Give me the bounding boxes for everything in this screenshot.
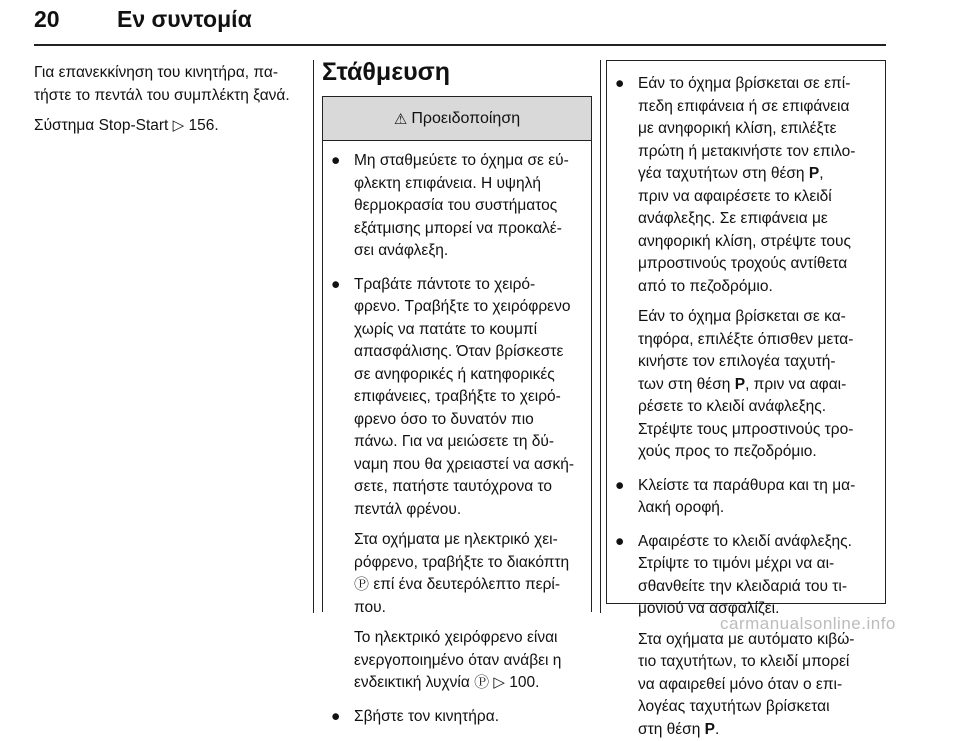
warning-box [322,96,592,612]
text-line: κινήστε τον επιλογέα ταχυτή- [638,351,885,374]
text-line: Αφαιρέστε το κλειδί ανάφλεξης. [638,531,885,554]
left-column [34,62,304,138]
reference-text: Σύστημα Stop-Start [34,117,168,134]
text-line: τηφόρα, επιλέξτε όπισθεν μετα- [638,329,885,352]
list-item [607,531,885,621]
text-line: ανάφλεξης. Σε επιφάνεια με [638,208,885,231]
warning-header [323,97,591,141]
text-line: λακή οροφή. [638,497,885,520]
text-line: εξάτμισης μπορεί να προκαλέ- [354,218,591,241]
warning-content [323,150,591,728]
gear-position: P [705,721,715,738]
text-line: απασφάλισης. Όταν βρίσκεστε [354,341,591,364]
page-number: 20 [34,6,60,33]
text-line: Στα οχήματα με ηλεκτρικό χει- [354,529,591,552]
sub-paragraph [607,629,885,741]
bullet-icon: ● [331,706,340,729]
text-span: γέα ταχυτήτων στη θέση [638,165,805,182]
text-line: Στρέψτε τους μπροστινούς τρο- [638,419,885,442]
text-line: ρόφρενο, τραβήξτε το διακόπτη [354,552,591,575]
bullet-icon: ● [615,73,624,96]
text-line: ναμη που θα χρειαστεί να ασκή- [354,454,591,477]
column-divider-left [313,60,314,613]
text-line: σετε, πατήστε ταυτόχρονα το [354,476,591,499]
list-item [323,706,591,729]
text-line: πεντάλ φρένου. [354,499,591,522]
text-line: που. [354,597,591,620]
text-line: Για επανεκκίνηση του κινητήρα, πα- [34,62,304,85]
text-span: ενδεικτική λυχνία [354,674,470,691]
text-line [354,574,591,597]
text-line: Εάν το όχημα βρίσκεται σε επί- [638,73,885,96]
arrow-reference-icon: ▷ [493,674,505,691]
text-line: από το πεζοδρόμιο. [638,276,885,299]
text-line: τιο ταχυτήτων, το κλειδί μπορεί [638,651,885,674]
text-line: Τραβάτε πάντοτε το χειρό- [354,274,591,297]
text-line: σθανθείτε την κλειδαριά του τι- [638,576,885,599]
text-span: των στη θέση [638,376,730,393]
text-line [354,672,591,695]
gear-position: P [809,165,819,182]
text-line: θερμοκρασία του συστήματος [354,195,591,218]
text-line: ενεργοποιημένο όταν ανάβει η [354,650,591,673]
column-divider-right [600,60,601,613]
sub-paragraph [323,627,591,695]
bullet-icon: ● [615,531,624,554]
text-line: σει ανάφλεξη. [354,240,591,263]
text-line: επιφάνειες, τραβήξτε το χειρό- [354,386,591,409]
arrow-reference-icon: ▷ [173,117,185,134]
list-item [607,475,885,520]
warning-triangle-icon: ⚠ [394,110,407,128]
text-line: Σβήστε τον κινητήρα. [354,706,591,729]
text-line: μπροστινούς τροχούς αντίθετα [638,253,885,276]
text-line: Το ηλεκτρικό χειρόφρενο είναι [354,627,591,650]
text-line: Κλείστε τα παράθυρα και τη μα- [638,475,885,498]
reference-page: 156. [189,117,219,134]
text-line: γέα ταχυτήτων στη θέση P, [638,163,885,186]
text-line: με ανηφορική κλίση, επιλέξτε [638,118,885,141]
sub-paragraph [323,529,591,619]
text-line: Εάν το όχημα βρίσκεται σε κα- [638,306,885,329]
text-line: πάνω. Για να μειώσετε τη δύ- [354,431,591,454]
text-line: Στα οχήματα με αυτόματο κιβώ- [638,629,885,652]
text-line: χωρίς να πατάτε το κουμπί [354,319,591,342]
text-line: μονιού να ασφαλίζει. [638,598,885,621]
text-span: στη θέση [638,721,700,738]
right-content-box [606,60,886,604]
bullet-icon: ● [331,274,340,297]
parking-brake-icon: Ⓟ [474,674,489,691]
text-line: λογέας ταχυτήτων βρίσκεται [638,696,885,719]
text-span: επί ένα δευτερόλεπτο περί- [373,576,560,593]
text-line: φρενο όσο το δυνατόν πιο [354,409,591,432]
text-line: πριν να αφαιρέσετε το κλειδί [638,186,885,209]
list-item [323,274,591,522]
text-line: ανηφορική κλίση, στρέψτε τους [638,231,885,254]
list-item [323,150,591,263]
text-line [638,374,885,397]
header-rule [34,44,886,46]
page-title: Εν συντομία [117,6,252,33]
section-title: Στάθμευση [322,58,450,87]
text-line: στη θέση P. [638,719,885,741]
right-content [607,73,885,741]
bullet-icon: ● [331,150,340,173]
list-item [607,73,885,298]
text-line: Στρίψτε το τιμόνι μέχρι να αι- [638,553,885,576]
text-span: , πριν να αφαι- [745,376,846,393]
parking-brake-icon: Ⓟ [354,576,369,593]
stop-start-reference [34,115,304,138]
bullet-icon: ● [615,475,624,498]
watermark: carmanualsonline.info [720,614,896,634]
text-line: πεδη επιφάνεια ή σε επιφάνεια [638,96,885,119]
text-line: πρώτη ή μετακινήστε τον επιλο- [638,141,885,164]
gear-position: P [735,376,745,393]
text-line: ρέσετε το κλειδί ανάφλεξης. [638,396,885,419]
text-line: φρενο. Τραβήξτε το χειρόφρενο [354,296,591,319]
text-line: Μη σταθμεύετε το όχημα σε εύ- [354,150,591,173]
text-line: χούς προς το πεζοδρόμιο. [638,441,885,464]
text-line: τήστε το πεντάλ του συμπλέκτη ξανά. [34,85,304,108]
warning-label: Προειδοποίηση [411,110,520,128]
text-line: φλεκτη επιφάνεια. Η υψηλή [354,173,591,196]
reference-page: 100. [509,674,539,691]
text-line: σε ανηφορικές ή κατηφορικές [354,364,591,387]
text-line: να αφαιρεθεί μόνο όταν ο επι- [638,674,885,697]
sub-paragraph [607,306,885,464]
